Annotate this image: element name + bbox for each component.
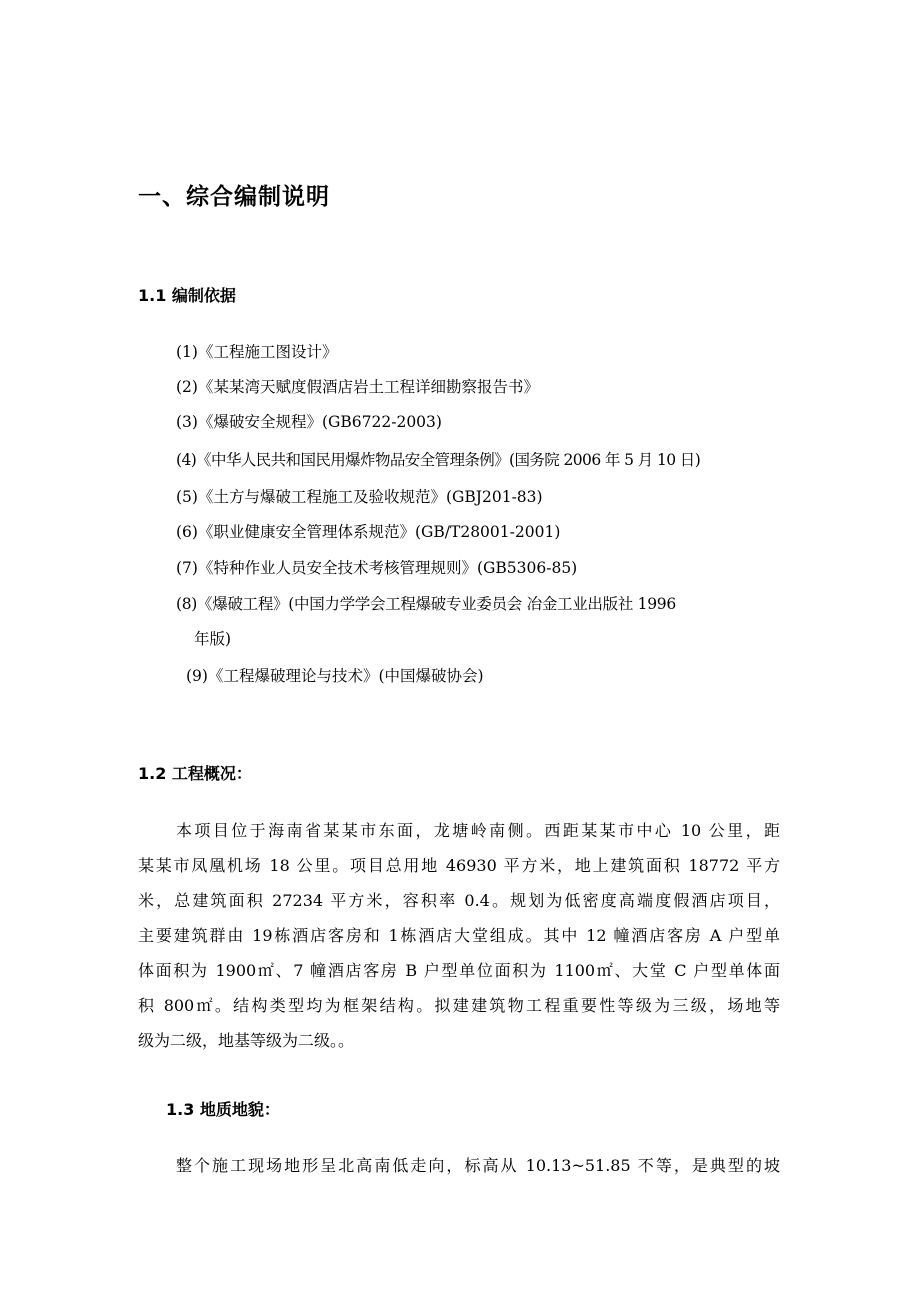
section-title-overview: 1.2 工程概况： [138,764,252,783]
section-title-geology: 1.3 地质地貌： [166,1100,280,1119]
paragraph-line: 级为二级，地基等级为二级。。 [138,1031,355,1050]
reference-item: (9)《工程爆破理论与技术》(中国爆破协会) [186,667,484,685]
reference-item-continuation: 年版) [194,630,232,648]
paragraph-line: 整个施工现场地形呈北高南低走向，标高从 10.13~51.85 不等，是典型的坡 [176,1156,780,1175]
geology-paragraph [138,1148,780,1183]
reference-item: (2)《某某湾天赋度假酒店岩土工程详细勘察报告书》 [176,378,539,396]
paragraph-line: 积 800㎡。结构类型均为框架结构。拟建建筑物工程重要性等级为三级，场地等 [138,996,780,1015]
reference-item: (3)《爆破安全规程》(GB6722-2003) [176,413,442,431]
reference-item: (6)《职业健康安全管理体系规范》(GB/T28001-2001) [176,523,561,541]
overview-paragraph [138,813,780,1058]
reference-item: (4)《中华人民共和国民用爆炸物品安全管理条例》(国务院 2006 年 5 月 10 日) [176,451,701,469]
paragraph-line: 主要建筑群由 19栋酒店客房和 1栋酒店大堂组成。其中 12 幢酒店客房 A 户型单 [138,926,780,945]
paragraph-line: 本项目位于海南省某某市东面，龙塘岭南侧。西距某某市中心 10 公里，距 [176,821,780,840]
section-title-basis: 1.1 编制依据 [138,286,236,305]
reference-item: (5)《土方与爆破工程施工及验收规范》(GBJ201-83) [176,488,543,506]
reference-item: (1)《工程施工图设计》 [176,343,338,361]
paragraph-line: 某某市凤凰机场 18 公里。项目总用地 46930 平方米，地上建筑面积 18772 平方 [138,856,780,875]
heading-comprehensive-description: 一、综合编制说明 [138,184,330,210]
reference-item: (8)《爆破工程》(中国力学学会工程爆破专业委员会 冶金工业出版社 1996 [176,595,676,613]
paragraph-line: 体面积为 1900㎡、7 幢酒店客房 B 户型单位面积为 1100㎡、大堂 C 户型单体面 [138,961,780,980]
reference-item: (7)《特种作业人员安全技术考核管理规则》(GB5306-85) [176,559,578,577]
paragraph-line: 米，总建筑面积 27234 平方米，容积率 0.4。规划为低密度高端度假酒店项目， [138,891,780,910]
